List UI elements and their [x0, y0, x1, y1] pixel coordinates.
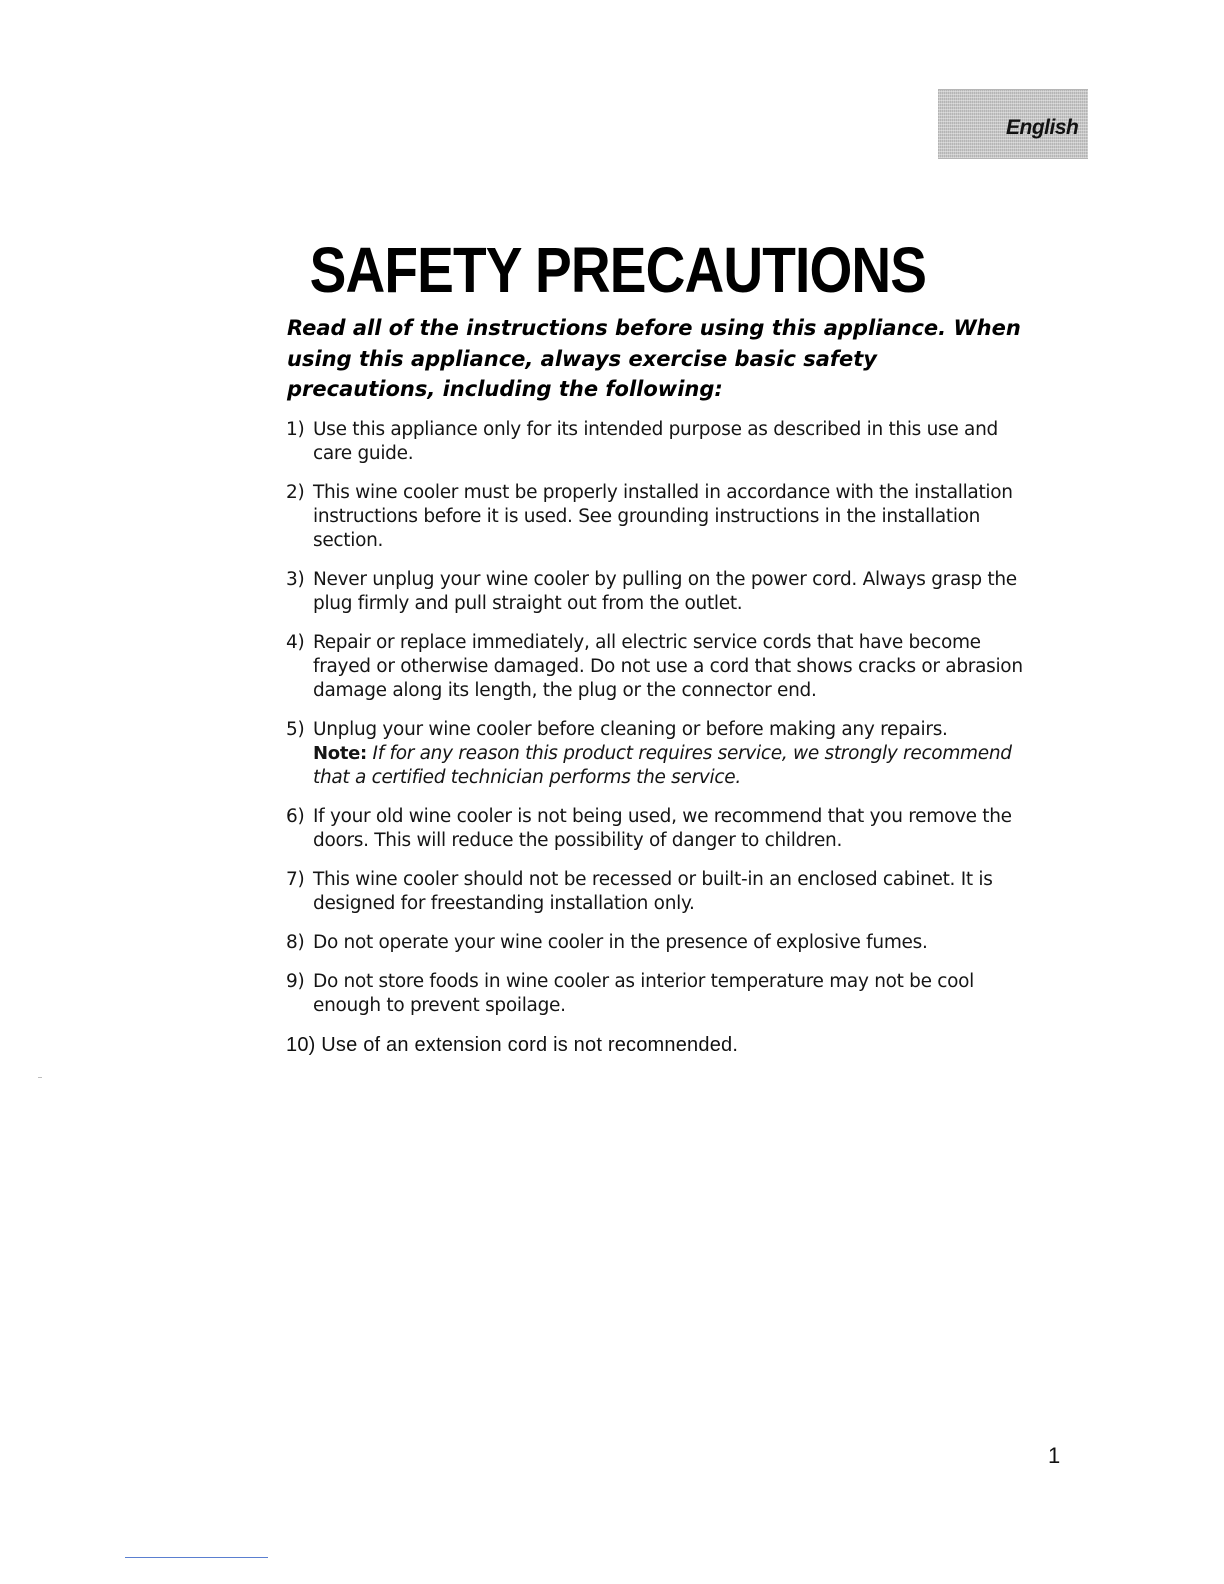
- list-item: [286, 631, 1026, 703]
- language-tab-label: English: [1006, 116, 1079, 139]
- list-item-number: 4): [286, 632, 305, 653]
- list-item-text: This wine cooler should not be recessed or built-in an enclosed cabinet. It is designed for freestanding installation only.: [313, 869, 993, 914]
- list-item-text: Use of an extension cord is not recomnended.: [321, 1034, 739, 1056]
- intro-instructions: Read all of the instructions before using this appliance. When using this appliance, always exercise basic safety precautions, including the following:: [287, 316, 1021, 401]
- list-item: [286, 418, 1026, 466]
- page-number: 1: [1048, 1443, 1061, 1468]
- list-item: [286, 481, 1026, 553]
- list-item-number: 7): [286, 869, 305, 890]
- list-item: [286, 931, 1026, 955]
- list-item: [286, 868, 1026, 916]
- list-item-text: Do not operate your wine cooler in the presence of explosive fumes.: [313, 932, 928, 953]
- safety-precautions-list: [286, 418, 1026, 1072]
- list-item-number: 6): [286, 806, 305, 827]
- list-item: [286, 1033, 1026, 1057]
- list-item-number: 8): [286, 932, 305, 953]
- list-item-text: Repair or replace immediately, all electric service cords that have become frayed or otherwise damaged. Do not use a cord that shows cracks or abrasion damage along its length, the plug or the connector end.: [313, 632, 1023, 701]
- list-item-number: 1): [286, 419, 305, 440]
- list-item-text: Never unplug your wine cooler by pulling on the power cord. Always grasp the plug firmly and pull straight out from the outlet.: [313, 569, 1017, 614]
- scan-mark: [38, 1077, 42, 1078]
- list-item-number: 5): [286, 719, 305, 740]
- list-item-text: This wine cooler must be properly installed in accordance with the installation instructions before it is used. See grounding instructions in the installation section.: [313, 482, 1013, 551]
- list-item-text: Use this appliance only for its intended purpose as described in this use and care guide.: [313, 419, 998, 464]
- list-item: [286, 718, 1026, 790]
- list-item-text: Do not store foods in wine cooler as interior temperature may not be cool enough to prevent spoilage.: [313, 971, 975, 1016]
- list-item-text: Unplug your wine cooler before cleaning or before making any repairs.: [313, 719, 948, 740]
- page-title: SAFETY PRECAUTIONS: [309, 234, 927, 306]
- list-item-number: 3): [286, 569, 305, 590]
- list-item-number: 10): [286, 1034, 316, 1056]
- list-item: [286, 568, 1026, 616]
- list-item-number: 9): [286, 971, 305, 992]
- list-item: [286, 805, 1026, 853]
- list-item-text: If your old wine cooler is not being used, we recommend that you remove the doors. This will reduce the possibility of danger to children.: [313, 806, 1012, 851]
- note-text: If for any reason this product requires service, we strongly recommend that a certified technician performs the service.: [313, 743, 1012, 788]
- language-tab: [938, 89, 1088, 159]
- footer-rule: [125, 1557, 268, 1558]
- list-item: [286, 970, 1026, 1018]
- note-label: Note:: [313, 743, 367, 764]
- list-item-number: 2): [286, 482, 305, 503]
